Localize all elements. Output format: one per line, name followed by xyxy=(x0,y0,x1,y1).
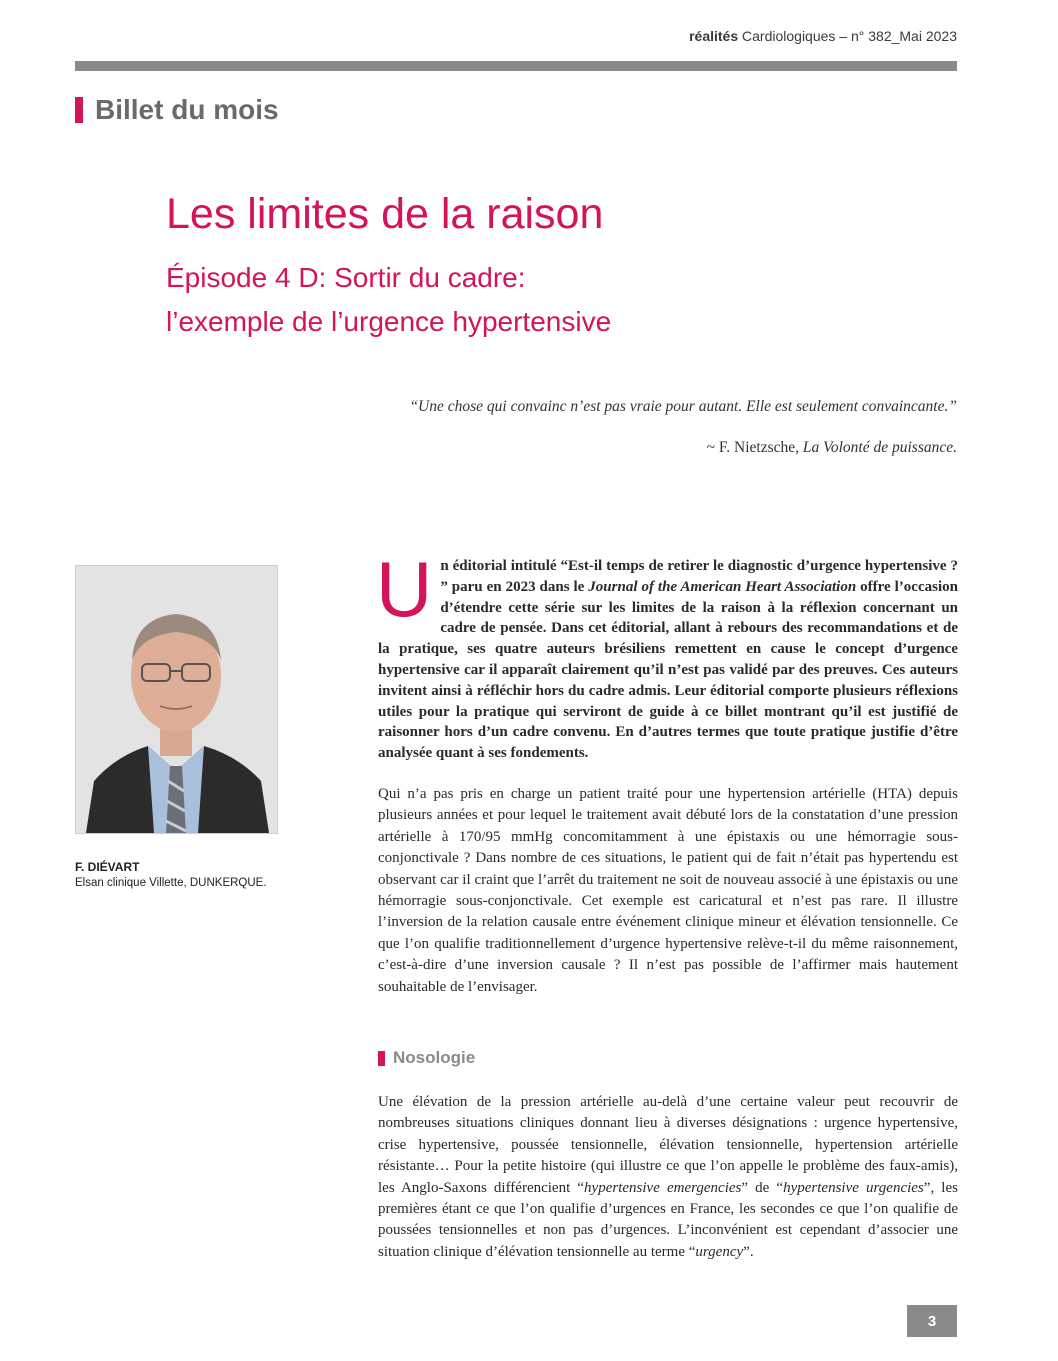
para3-emphasis-3: urgency xyxy=(695,1243,744,1260)
section-tag xyxy=(75,94,279,126)
author-photo xyxy=(75,565,278,834)
para3-emphasis-1: hypertensive emergencies xyxy=(584,1179,742,1196)
section-label: Billet du mois xyxy=(95,94,279,125)
subheading-nosologie xyxy=(378,1048,475,1068)
epigraph-quote: “Une chose qui convainc n’est pas vraie pour autant. Elle est seulement convaincante.” xyxy=(409,398,957,415)
top-rule xyxy=(75,61,957,71)
subtitle-line-1: Épisode 4 D: Sortir du cadre: xyxy=(166,262,526,293)
para3-text-b: ” de “ xyxy=(741,1179,784,1196)
drop-cap: U xyxy=(376,545,433,633)
article-subtitle xyxy=(166,256,866,344)
page-number: 3 xyxy=(907,1305,957,1337)
para3-text-d: ”. xyxy=(743,1243,754,1260)
journal-brand: réalités xyxy=(689,28,739,44)
epigraph-source xyxy=(707,439,957,457)
body-paragraph-2: Qui n’a pas pris en charge un patient traité pour une hypertension artérielle (HTA) depuis plusieurs années et pour lequel le traitement avait débuté lors de la constatation d’une pression artérielle à 170/95 mmHg concomitamment à une épistaxis ou une hémorragie sous-conjonctivale ? Dans nombre de ces situations, le patient qui de fait n’était pas hypertendu est observant car il craint que l’arrêt du traitement ne soit de nouveau associé à une épistaxis ou une hémorragie sous-conjonctivale. Cet exemple est caricatural et n’est pas rare. Il illustre l’inversion de la relation causale entre événement clinique mineur et élévation tensionnelle. Ce que l’on qualifie traditionnellement d’urgence hypertensive relève-t-il du même raisonnement, c’est-à-dire d’une inversion causale ? Il n’est pas possible de l’affirmer mais hautement souhaitable de l’envisager. xyxy=(378,786,958,995)
lead-paragraph xyxy=(376,545,958,764)
epigraph-author: ~ F. Nietzsche, xyxy=(706,439,803,456)
author-portrait-illustration xyxy=(76,566,277,833)
lead-text-part1: n éditorial intitulé “Est-il temps de retirer le diagnostic d’urgence hypertensive ? ” paru en 2023 dans le xyxy=(440,558,958,595)
author-affiliation: Elsan clinique Villette, DUNKERQUE. xyxy=(75,877,267,889)
body-paragraph-3 xyxy=(378,1092,958,1263)
para3-text-a: Une élévation de la pression artérielle au-delà d’une certaine valeur peut recouvrir de nombreuses situations cliniques donnant lieu à diverses désignations : urgence hypertensive, crise hypertensive, poussée tensionnelle, élévation tensionnelle, hypertension artérielle résistante… Pour la petite histoire (qui illustre ce que l’on appelle le problème des faux-amis), les Anglo-Saxons différencient “ xyxy=(378,1094,958,1196)
lead-journal-name: Journal of the American Heart Association xyxy=(588,578,857,595)
article-title: Les limites de la raison xyxy=(166,190,604,238)
subtitle-line-2: l’exemple de l’urgence hypertensive xyxy=(166,306,612,337)
subheading-label: Nosologie xyxy=(393,1048,476,1067)
author-name: F. DIÉVART xyxy=(75,860,140,874)
journal-issue: Cardiologiques – n° 382_Mai 2023 xyxy=(742,28,957,44)
section-marker xyxy=(75,97,83,123)
para3-text-c: ”, les premières étant ce que l’on qualifie d’urgences en France, les secondes ce que l’on qualifie de poussées tensionnelles et non pas d’urgences. L’inconvénient est cependant d’associer une situation clinique d’élévation tensionnelle au terme “ xyxy=(378,1179,958,1260)
subheading-marker xyxy=(378,1051,385,1066)
journal-header xyxy=(689,28,957,44)
epigraph-work: La Volonté de puissance. xyxy=(802,439,957,456)
para3-emphasis-2: hypertensive urgencies xyxy=(783,1179,924,1196)
lead-text-part2: offre l’occasion d’étendre cette série sur les limites de la raison à la réflexion concernant un cadre de pensée. Dans cet éditorial, allant à rebours des recommandations et de la pratique, ses quatre auteurs brésiliens remettent en cause le concept d’urgence hypertensive car il apparaît clairement qu’il n’est pas validé par des preuves. Ces auteurs invitent ainsi à réfléchir hors du cadre admis. Leur éditorial comporte plusieurs réflexions utiles pour la pratique qui serviront de guide à ce billet montrant qu’il est justifié de raisonner hors d’un cadre convenu. En d’autres termes que toute pratique justifie d’être analysée quant à ses fondements. xyxy=(378,578,958,762)
